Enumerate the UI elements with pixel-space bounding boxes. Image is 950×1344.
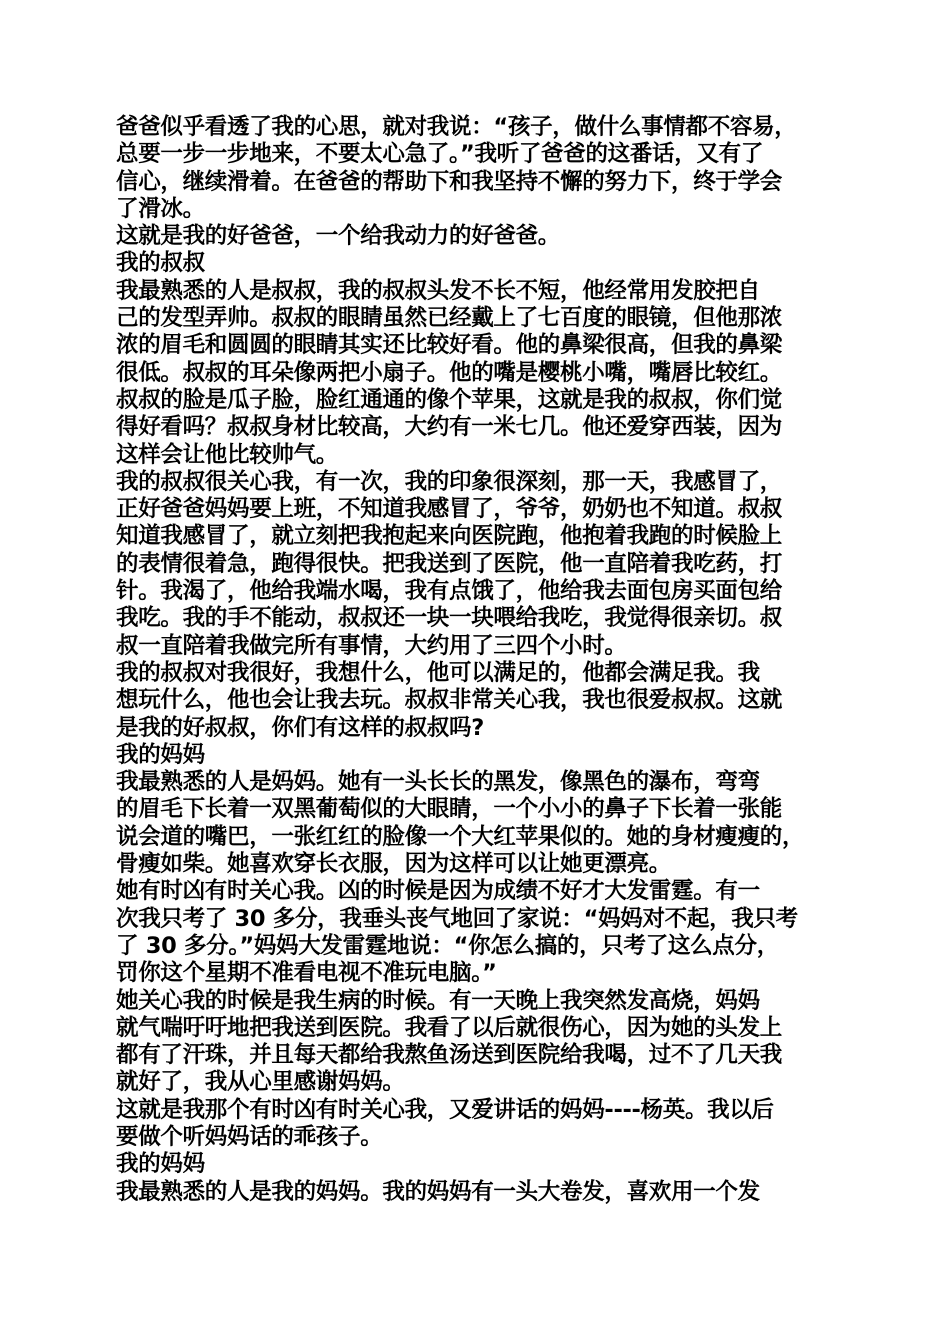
text-line: 爸爸似乎看透了我的心思，就对我说：“孩子，做什么事情都不容易， [116,114,797,140]
text-line: 叔一直陪着我做完所有事情，大约用了三四个小时。 [116,632,627,659]
text-line: 的表情很着急，跑得很快。把我送到了医院，他一直陪着我吃药，打 [116,550,783,577]
text-line: 她关心我的时候是我生病的时候。有一天晚上我突然发高烧，妈妈 [116,987,760,1014]
text-line: 我最熟悉的人是叔叔，我的叔叔头发不长不短，他经常用发胶把自 [116,277,760,304]
text-line: 我的叔叔很关心我，有一次，我的印象很深刻，那一天，我感冒了， [116,468,783,495]
text-line: 是我的好叔叔，你们有这样的叔叔吗? [116,714,484,741]
text-line: 我吃。我的手不能动，叔叔还一块一块喂给我吃，我觉得很亲切。叔 [116,605,783,632]
section-heading: 我的叔叔 [116,250,205,277]
text-line: 得好看吗？叔叔身材比较高，大约有一米七几。他还爱穿西装，因为 [116,414,783,441]
text-line: 她有时凶有时关心我。凶的时候是因为成绩不好才大发雷霆。有一 [116,878,760,905]
text-line: 信心，继续滑着。在爸爸的帮助下和我坚持不懈的努力下，终于学会 [116,168,783,195]
text-line: 己的发型弄帅。叔叔的眼睛虽然已经戴上了七百度的眼镜，但他那浓 [116,305,783,332]
text-line: 很低。叔叔的耳朵像两把小扇子。他的嘴是樱桃小嘴，嘴唇比较红。 [116,359,783,386]
text-line: 这就是我那个有时凶有时关心我，又爱讲话的妈妈----杨英。我以后 [116,1096,774,1123]
text-line: 了 30 多分。”妈妈大发雷霆地说：“你怎么搞的，只考了这么点分， [116,932,779,959]
text-line: 正好爸爸妈妈要上班，不知道我感冒了，爷爷，奶奶也不知道。叔叔 [116,496,783,523]
text-line: 就好了，我从心里感谢妈妈。 [116,1069,405,1096]
text-line: 就气喘吁吁地把我送到医院。我看了以后就很伤心，因为她的头发上 [116,1014,783,1041]
section-heading: 我的妈妈 [116,741,205,768]
text-line: 想玩什么，他也会让我去玩。叔叔非常关心我，我也很爱叔叔。这就 [116,687,783,714]
text-line: 了滑冰。 [116,195,205,222]
text-line: 我最熟悉的人是妈妈。她有一头长长的黑发，像黑色的瀑布，弯弯 [116,769,760,796]
text-line: 都有了汗珠，并且每天都给我熬鱼汤送到医院给我喝，过不了几天我 [116,1042,783,1069]
text-line: 次我只考了 30 多分，我垂头丧气地回了家说：“妈妈对不起，我只考 [116,905,798,932]
text-line: 我的叔叔对我很好，我想什么，他可以满足的，他都会满足我。我 [116,659,760,686]
text-line: 知道我感冒了，就立刻把我抱起来向医院跑，他抱着我跑的时候脸上 [116,523,783,550]
text-line: 说会道的嘴巴，一张红红的脸像一个大红苹果似的。她的身材瘦瘦的， [116,823,805,850]
text-line: 我最熟悉的人是我的妈妈。我的妈妈有一头大卷发，喜欢用一个发 [116,1178,760,1205]
text-line: 这样会让他比较帅气。 [116,441,339,468]
text-line: 要做个听妈妈话的乖孩子。 [116,1123,383,1150]
text-line: 针。我渴了，他给我端水喝，我有点饿了，他给我去面包房买面包给 [116,578,783,605]
text-line: 叔叔的脸是瓜子脸，脸红通通的像个苹果，这就是我的叔叔，你们觉 [116,386,783,413]
text-line: 这就是我的好爸爸，一个给我动力的好爸爸。 [116,223,561,250]
section-heading: 我的妈妈 [116,1151,205,1178]
document-page [116,114,846,1206]
text-line: 浓的眉毛和圆圆的眼睛其实还比较好看。他的鼻梁很高，但我的鼻梁 [116,332,783,359]
text-line: 罚你这个星期不准看电视不准玩电脑。” [116,960,497,987]
text-line: 的眉毛下长着一双黑葡萄似的大眼睛，一个小小的鼻子下长着一张能 [116,796,783,823]
text-line: 骨瘦如柴。她喜欢穿长衣服，因为这样可以让她更漂亮。 [116,851,672,878]
text-line: 总要一步一步地来，不要太心急了。”我听了爸爸的这番话，又有了 [116,141,764,168]
